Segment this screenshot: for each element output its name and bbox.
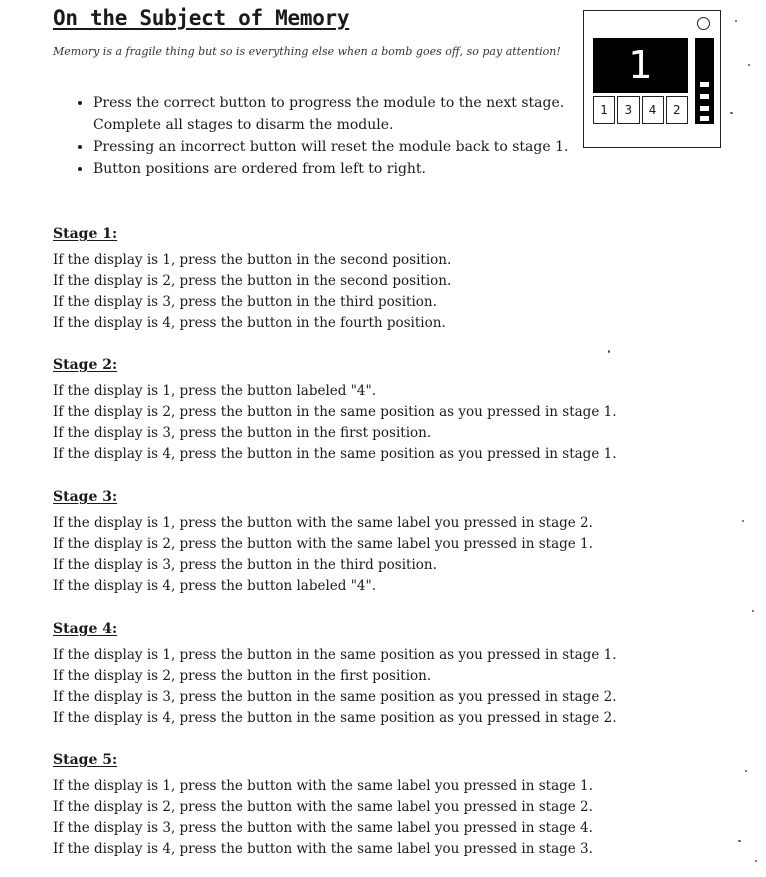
stage-rule: If the display is 4, press the button with the same label you pressed in stage 3. xyxy=(53,841,593,857)
module-button: 2 xyxy=(666,96,688,124)
stage-rule: If the display is 1, press the button with the same label you pressed in stage 1. xyxy=(53,778,593,794)
paper-speck xyxy=(738,840,741,842)
stage-indicator xyxy=(695,38,714,124)
stage-rule: If the display is 2, press the button in the second position. xyxy=(53,273,452,289)
stage-4-section xyxy=(53,619,617,729)
stage-tick xyxy=(700,94,709,99)
module-buttons xyxy=(593,96,688,124)
stage-heading: Stage 3: xyxy=(53,489,118,505)
module-diagram xyxy=(583,10,721,148)
stage-rule: If the display is 3, press the button in the same position as you pressed in stage 2. xyxy=(53,689,617,705)
paper-speck xyxy=(608,350,610,353)
rules-list xyxy=(73,92,588,180)
stage-rule: If the display is 3, press the button in the first position. xyxy=(53,425,432,441)
stage-5-section xyxy=(53,750,593,860)
flavor-text: Memory is a fragile thing but so is everything else when a bomb goes off, so pay attention! xyxy=(53,45,561,58)
stage-rule: If the display is 3, press the button in the third position. xyxy=(53,557,437,573)
stage-rule: If the display is 4, press the button in the fourth position. xyxy=(53,315,446,331)
stage-1-section xyxy=(53,224,451,334)
paper-speck xyxy=(752,610,754,612)
stage-tick xyxy=(700,82,709,87)
paper-speck xyxy=(735,20,737,22)
stage-3-section xyxy=(53,487,593,597)
stage-heading: Stage 2: xyxy=(53,357,118,373)
module-display: 1 xyxy=(593,38,688,93)
stage-rule: If the display is 4, press the button labeled "4". xyxy=(53,578,377,594)
paper-speck xyxy=(730,112,733,114)
stage-rule: If the display is 4, press the button in the same position as you pressed in stage 2. xyxy=(53,710,617,726)
stage-rule: If the display is 2, press the button with the same label you pressed in stage 1. xyxy=(53,536,593,552)
rule-item: • Press the correct button to progress the module to the next stage. Complete all stages to disarm the module. xyxy=(93,92,588,136)
rule-item: • Button positions are ordered from left to right. xyxy=(93,158,588,180)
stage-tick xyxy=(700,116,709,121)
module-button: 1 xyxy=(593,96,615,124)
stage-rule: If the display is 1, press the button in the second position. xyxy=(53,252,452,268)
module-button: 3 xyxy=(617,96,639,124)
paper-speck xyxy=(742,520,744,522)
stage-rule: If the display is 2, press the button in the same position as you pressed in stage 1. xyxy=(53,404,617,420)
stage-rule: If the display is 1, press the button in the same position as you pressed in stage 1. xyxy=(53,647,617,663)
stage-tick xyxy=(700,106,709,111)
stage-2-section xyxy=(53,355,617,465)
module-button: 4 xyxy=(642,96,664,124)
stage-heading: Stage 5: xyxy=(53,752,118,768)
page-title: On the Subject of Memory xyxy=(53,6,350,30)
status-led xyxy=(697,17,710,30)
stage-heading: Stage 1: xyxy=(53,226,118,242)
paper-speck xyxy=(755,860,757,862)
stage-rule: If the display is 3, press the button with the same label you pressed in stage 4. xyxy=(53,820,593,836)
paper-speck xyxy=(748,64,750,66)
paper-speck xyxy=(745,770,747,772)
rule-item: • Pressing an incorrect button will reset the module back to stage 1. xyxy=(93,136,588,158)
stage-rule: If the display is 4, press the button in the same position as you pressed in stage 1. xyxy=(53,446,617,462)
stage-rule: If the display is 1, press the button labeled "4". xyxy=(53,383,377,399)
stage-rule: If the display is 2, press the button with the same label you pressed in stage 2. xyxy=(53,799,593,815)
stage-heading: Stage 4: xyxy=(53,621,118,637)
stage-rule: If the display is 1, press the button with the same label you pressed in stage 2. xyxy=(53,515,593,531)
stage-rule: If the display is 2, press the button in the first position. xyxy=(53,668,432,684)
stage-rule: If the display is 3, press the button in the third position. xyxy=(53,294,437,310)
